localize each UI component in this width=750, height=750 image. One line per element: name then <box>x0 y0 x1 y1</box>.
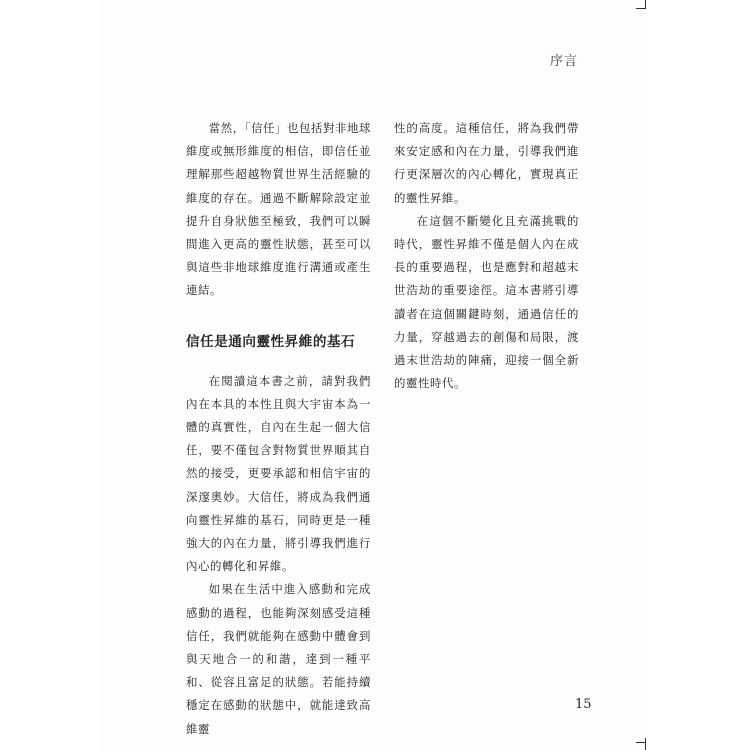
section-spacer <box>186 303 371 317</box>
crop-mark-bottom-vertical <box>645 738 646 750</box>
crop-mark-top-vertical <box>645 0 646 8</box>
page-number: 15 <box>575 697 592 712</box>
right-paragraph-2: 在這個不斷變化且充滿挑戰的時代，靈性昇維不僅是個人內在成長的重要過程，也是應對和超越末世浩劫的重要途徑。這本書將引導讀者在這個關鍵時刻，通過信任的力量，穿越過去的創傷和局限，渡過末世浩劫的陣痛，迎接一個全新的靈性時代。 <box>394 213 579 391</box>
left-paragraph-2: 在閱讀這本書之前，請對我們內在本具的本性且與大宇宙本為一體的真實性，自內在生起一個大信任，要不僅包含對物質世界順其自然的接受，更要承認和相信宇宙的深邃奧妙。大信任，將成為我們通向靈性昇維的基石，同時更是一種強大的內在力量，將引導我們進行內心的轉化和昇維。 <box>186 373 371 574</box>
right-paragraph-1: 性的高度。這種信任，將為我們帶來安定感和內在力量，引導我們進行更深層次的內心轉化，實現真正的靈性昇維。 <box>394 121 579 205</box>
left-paragraph-1: 當然，「信任」也包括對非地球維度或無形維度的相信，即信任並理解那些超越物質世界生活經驗的維度的存在。通過不斷解除設定並提升自身狀態至極致，我們可以瞬間進入更高的靈性狀態，甚至可以與這些非地球維度進行溝通或產生連結。 <box>186 121 371 298</box>
right-column <box>394 117 579 395</box>
left-column <box>186 117 371 741</box>
crop-mark-top-horizontal <box>636 8 646 9</box>
left-paragraph-3: 如果在生活中進入感動和完成感動的過程，也能夠深刻感受這種信任，我們就能夠在感動中體會到與天地合一的和諧，達到一種平和、從容且富足的狀態。若能持續穩定在感動的狀態中，就能達致高維靈 <box>186 582 371 736</box>
running-header: 序言 <box>550 54 579 69</box>
section-heading: 信任是通向靈性昇維的基石 <box>186 333 356 350</box>
crop-mark-bottom-horizontal <box>636 742 646 743</box>
